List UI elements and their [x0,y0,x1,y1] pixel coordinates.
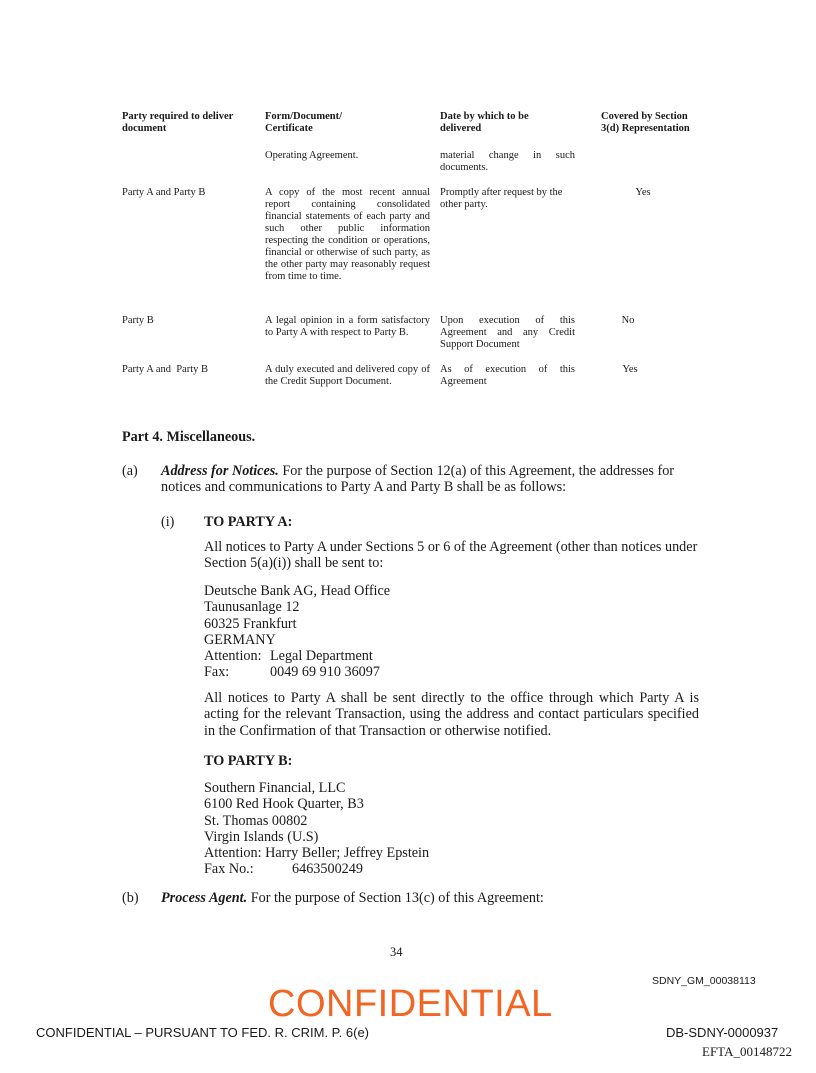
table-cell-covered: No [621,315,635,326]
bates-efta: EFTA_00148722 [702,1044,792,1059]
address-line: 6100 Red Hook Quarter, B3 [204,796,364,813]
address-line: Deutsche Bank AG, Head Office [204,583,391,599]
address-line: Virgin Islands (U.S) [204,828,319,845]
part-heading: Part 4. Miscellaneous. [122,429,256,445]
table-cell-document: A copy of the most recent annual report containing consolidated financial statements of each party and such other public information respecting the condition or operations, financial or otherwise of such party, as the other party may reasonably request from time to time. [265,187,430,282]
clause-a-paragraph [161,463,681,496]
address-line: Attention: Harry Beller; Jeffrey Epstein [204,845,430,862]
bates-gm: SDNY_GM_00038113 [652,975,756,987]
table-header-document: Form/Document/ Certificate [265,111,342,134]
table-cell-party: Party B [122,315,154,326]
attention-label: Attention: [204,648,262,665]
address-line: 60325 Frankfurt [204,615,297,632]
clause-a-text: For the purpose of Section 12(a) of this Agreement, the addresses for notices and communications to Party A and Party B shall be as follows: [161,463,675,496]
sub-i-label: (i) [161,514,175,530]
address-line: Southern Financial, LLC [204,780,346,796]
address-line: Taunusanlage 12 [204,599,300,616]
bates-db: DB-SDNY-0000937 [666,1025,779,1040]
table-cell-date: As of execution of this Agreement [440,364,575,387]
clause-b-label: (b) [122,890,139,906]
party-a-address [204,583,604,681]
party-a-attention-line [204,648,604,664]
fax-label: Fax: [204,664,230,681]
fax-value: 0049 69 910 36097 [270,664,380,681]
table-header-date: Date by which to be delivered [440,111,529,134]
attention-value: Legal Department [270,648,373,665]
party-b-heading: TO PARTY B: [204,753,293,769]
table-header-covered: Covered by Section 3(d) Representation [601,111,690,134]
table-cell-date: Promptly after request by the other party. [440,187,563,210]
party-a-note: All notices to Party A shall be sent directly to the office through which Party A is acting for the relevant Transaction, using the address and contact particulars specified in the Confirmation of that Transaction or otherwise notified. [204,690,699,739]
table-cell-covered: Yes [622,364,638,375]
address-line: St. Thomas 00802 [204,812,308,829]
table-cell-party: Party A and Party B [122,364,209,375]
clause-a-title: Address for Notices. [161,463,279,479]
table-cell-document: Operating Agreement. [265,150,359,161]
party-b-address [204,780,604,878]
fax-label: Fax No.: [204,861,254,878]
table-cell-date: Upon execution of this Agreement and any Credit Support Document [440,315,575,350]
table-header-party: Party required to deliver document [122,111,234,134]
confidential-notice: CONFIDENTIAL – PURSUANT TO FED. R. CRIM. P. 6(e) [36,1025,370,1040]
party-a-heading: TO PARTY A: [204,514,293,530]
clause-a-label: (a) [122,463,138,479]
clause-b-title: Process Agent. [161,890,248,906]
confidential-stamp: CONFIDENTIAL [268,983,553,1025]
party-a-fax-line [204,664,604,680]
page-number: 34 [390,945,403,959]
fax-value: 6463500249 [292,861,363,878]
party-b-fax-line [204,861,604,877]
table-cell-party: Party A and Party B [122,187,206,198]
clause-b-paragraph [161,890,681,906]
table-cell-document: A legal opinion in a form satisfactory to Party A with respect to Party B. [265,315,430,338]
table-cell-date: material change in such documents. [440,150,575,173]
clause-b-text: For the purpose of Section 13(c) of this Agreement: [250,890,544,906]
table-cell-document: A duly executed and delivered copy of the Credit Support Document. [265,364,430,387]
table-cell-covered: Yes [635,187,651,198]
party-a-intro: All notices to Party A under Sections 5 or 6 of the Agreement (other than notices under Section 5(a)(i)) shall be sent to: [204,539,698,572]
address-line: GERMANY [204,631,276,648]
